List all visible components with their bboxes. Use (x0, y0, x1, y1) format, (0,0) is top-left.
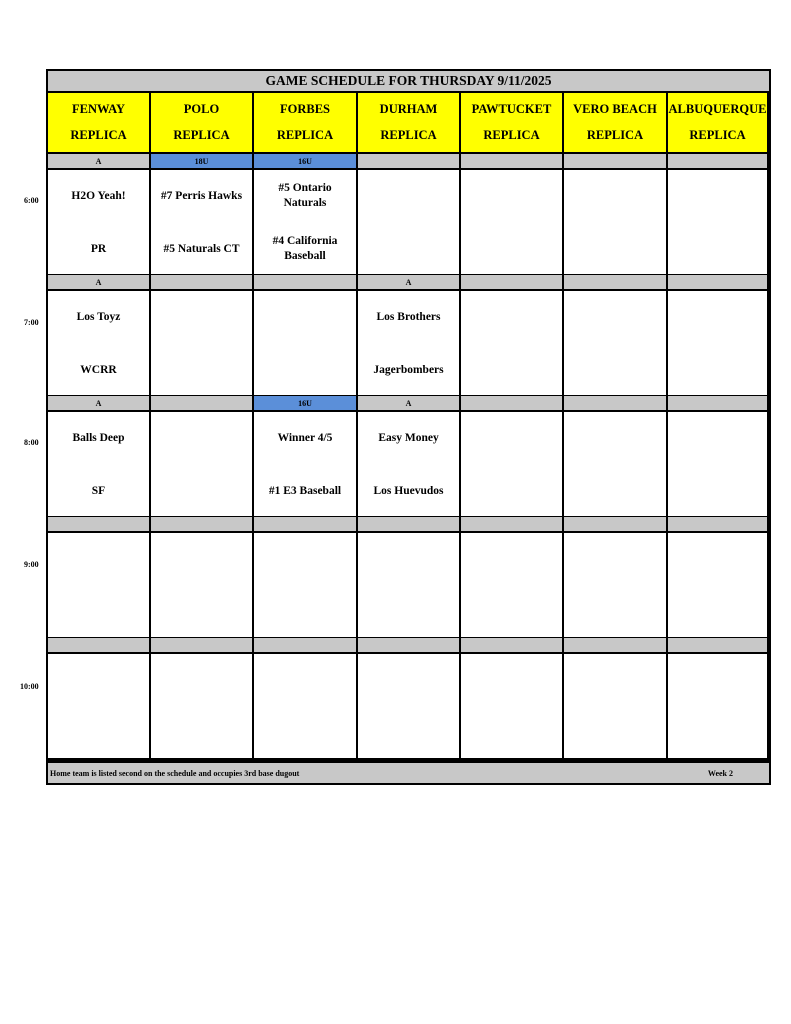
division-label (358, 275, 459, 289)
game-cell (358, 533, 459, 637)
division-label (254, 396, 356, 410)
away-team (564, 297, 666, 337)
time-label: 10:00 (20, 682, 39, 691)
division-label (48, 638, 149, 652)
away-team (668, 176, 767, 216)
game-cell (461, 412, 562, 516)
away-team (358, 176, 459, 216)
away-team (461, 418, 562, 458)
field-header (358, 93, 459, 152)
division-label (668, 275, 767, 289)
division-label (254, 517, 356, 531)
division-label (358, 638, 459, 652)
division-label (461, 154, 562, 168)
away-team (151, 539, 252, 579)
field-header (564, 93, 666, 152)
home-team (668, 592, 767, 632)
field-subtitle: REPLICA (173, 127, 230, 142)
field-header (48, 93, 149, 152)
away-team (48, 660, 149, 700)
division-label-text: A (95, 277, 102, 287)
away-team (151, 418, 252, 458)
home-team (461, 350, 562, 390)
game-cell (564, 291, 666, 395)
away-team (151, 297, 252, 337)
division-label (668, 154, 767, 168)
time-label: 8:00 (24, 438, 39, 447)
division-label (564, 275, 666, 289)
away-team (151, 660, 252, 700)
home-team: PR (90, 242, 107, 255)
home-team (564, 229, 666, 269)
field-name: FENWAY (71, 102, 126, 117)
away-team (668, 660, 767, 700)
division-label (564, 154, 666, 168)
game-cell (48, 412, 149, 516)
home-team (254, 592, 356, 632)
home-team: Jagerbombers (373, 363, 444, 376)
division-label (461, 275, 562, 289)
game-cell (461, 291, 562, 395)
game-cell (358, 291, 459, 395)
away-team (564, 660, 666, 700)
away-team (358, 539, 459, 579)
field-subtitle: REPLICA (586, 127, 644, 142)
division-label (48, 154, 149, 168)
home-team (461, 471, 562, 511)
division-label (151, 396, 252, 410)
home-team (151, 713, 252, 753)
home-team (358, 713, 459, 753)
field-subtitle: REPLICA (70, 127, 127, 142)
field-name: ALBUQUERQUE (668, 102, 767, 117)
away-team (461, 660, 562, 700)
title-text: GAME SCHEDULE FOR THURSDAY 9/11/2025 (265, 73, 552, 88)
division-label (48, 396, 149, 410)
game-cell (564, 533, 666, 637)
home-team (564, 350, 666, 390)
division-label (668, 638, 767, 652)
away-team: Easy Money (378, 431, 439, 444)
field-header (668, 93, 767, 152)
away-team (358, 660, 459, 700)
away-team (564, 176, 666, 216)
division-label (358, 154, 459, 168)
home-team (668, 229, 767, 269)
home-team: WCRR (80, 363, 117, 376)
home-team (668, 350, 767, 390)
division-label (254, 638, 356, 652)
game-cell (48, 533, 149, 637)
game-cell (151, 533, 252, 637)
field-name: PAWTUCKET (471, 102, 552, 117)
away-team (564, 418, 666, 458)
game-cell (461, 533, 562, 637)
division-label-text: 18U (194, 156, 209, 166)
field-subtitle: REPLICA (276, 127, 334, 142)
division-label (151, 517, 252, 531)
home-team (564, 592, 666, 632)
home-team (461, 713, 562, 753)
home-team (151, 471, 252, 511)
schedule-title (48, 71, 769, 91)
division-label-text: A (95, 156, 102, 166)
division-label (48, 517, 149, 531)
home-team (668, 471, 767, 511)
game-cell (48, 170, 149, 274)
field-name: VERO BEACH (573, 102, 657, 117)
away-team: H2O Yeah! (71, 189, 126, 202)
home-team: #5 Naturals CT (163, 242, 240, 255)
home-team: Los Huevudos (373, 484, 444, 497)
game-cell (668, 412, 767, 516)
field-name: DURHAM (379, 102, 438, 117)
game-cell (151, 170, 252, 274)
division-label-text: A (405, 398, 412, 408)
home-team (48, 592, 149, 632)
game-cell (668, 291, 767, 395)
field-header (254, 93, 356, 152)
game-cell (668, 533, 767, 637)
game-cell (254, 533, 356, 637)
game-cell (358, 654, 459, 758)
home-team (564, 471, 666, 511)
away-team (668, 418, 767, 458)
home-team (151, 592, 252, 632)
game-cell (461, 170, 562, 274)
home-team: SF (91, 484, 106, 497)
field-subtitle: REPLICA (483, 127, 540, 142)
division-label (151, 154, 252, 168)
division-label (151, 275, 252, 289)
game-cell (564, 654, 666, 758)
division-label-text: A (95, 398, 102, 408)
division-label (358, 396, 459, 410)
home-team (461, 592, 562, 632)
game-cell (48, 654, 149, 758)
game-cell (668, 654, 767, 758)
time-label: 7:00 (24, 318, 39, 327)
away-team: Los Toyz (76, 310, 121, 323)
game-cell (254, 291, 356, 395)
home-team (668, 713, 767, 753)
division-label (358, 517, 459, 531)
division-label (564, 396, 666, 410)
game-cell (358, 170, 459, 274)
away-team (254, 539, 356, 579)
home-team (564, 713, 666, 753)
game-cell (254, 412, 356, 516)
game-cell (48, 291, 149, 395)
field-header (461, 93, 562, 152)
game-cell (564, 412, 666, 516)
field-header (151, 93, 252, 152)
game-cell (151, 654, 252, 758)
home-team (151, 350, 252, 390)
away-team (668, 539, 767, 579)
away-team (461, 539, 562, 579)
away-team (461, 297, 562, 337)
field-subtitle: REPLICA (380, 127, 437, 142)
away-team (254, 660, 356, 700)
division-label (564, 517, 666, 531)
away-team: #5 Ontario Naturals (278, 182, 332, 209)
game-cell (151, 291, 252, 395)
home-team (48, 713, 149, 753)
division-label (48, 275, 149, 289)
division-label-text: 16U (298, 398, 312, 408)
time-label: 9:00 (24, 560, 39, 569)
away-team (461, 176, 562, 216)
away-team (254, 297, 356, 337)
division-label (564, 638, 666, 652)
game-cell (254, 654, 356, 758)
home-team (254, 350, 356, 390)
division-label (668, 517, 767, 531)
away-team: #7 Perris Hawks (160, 189, 243, 202)
division-label (461, 517, 562, 531)
division-label (461, 638, 562, 652)
away-team: Winner 4/5 (277, 431, 333, 444)
time-label: 6:00 (24, 196, 39, 205)
division-label (668, 396, 767, 410)
field-name: POLO (183, 102, 220, 117)
home-team (254, 713, 356, 753)
division-label (151, 638, 252, 652)
game-cell (151, 412, 252, 516)
division-label-text: A (405, 277, 412, 287)
game-cell (358, 412, 459, 516)
division-label-text: 16U (298, 156, 312, 166)
game-cell (668, 170, 767, 274)
footer-note: Home team is listed second on the schedule and occupies 3rd base dugout (50, 768, 300, 778)
away-team (668, 297, 767, 337)
field-subtitle: REPLICA (689, 127, 746, 142)
home-team (358, 592, 459, 632)
game-cell (564, 170, 666, 274)
schedule-table (46, 69, 771, 785)
game-cell (254, 170, 356, 274)
week-label: Week 2 (707, 768, 733, 778)
home-team: #1 E3 Baseball (268, 484, 342, 497)
division-label (254, 275, 356, 289)
field-name: FORBES (279, 102, 330, 117)
away-team: Los Brothers (376, 310, 441, 323)
footer-bar (48, 763, 769, 783)
away-team: Balls Deep (72, 431, 125, 444)
away-team (564, 539, 666, 579)
home-team (461, 229, 562, 269)
home-team: #4 California Baseball (272, 235, 338, 262)
away-team (48, 539, 149, 579)
home-team (358, 229, 459, 269)
game-cell (461, 654, 562, 758)
division-label (254, 154, 356, 168)
division-label (461, 396, 562, 410)
